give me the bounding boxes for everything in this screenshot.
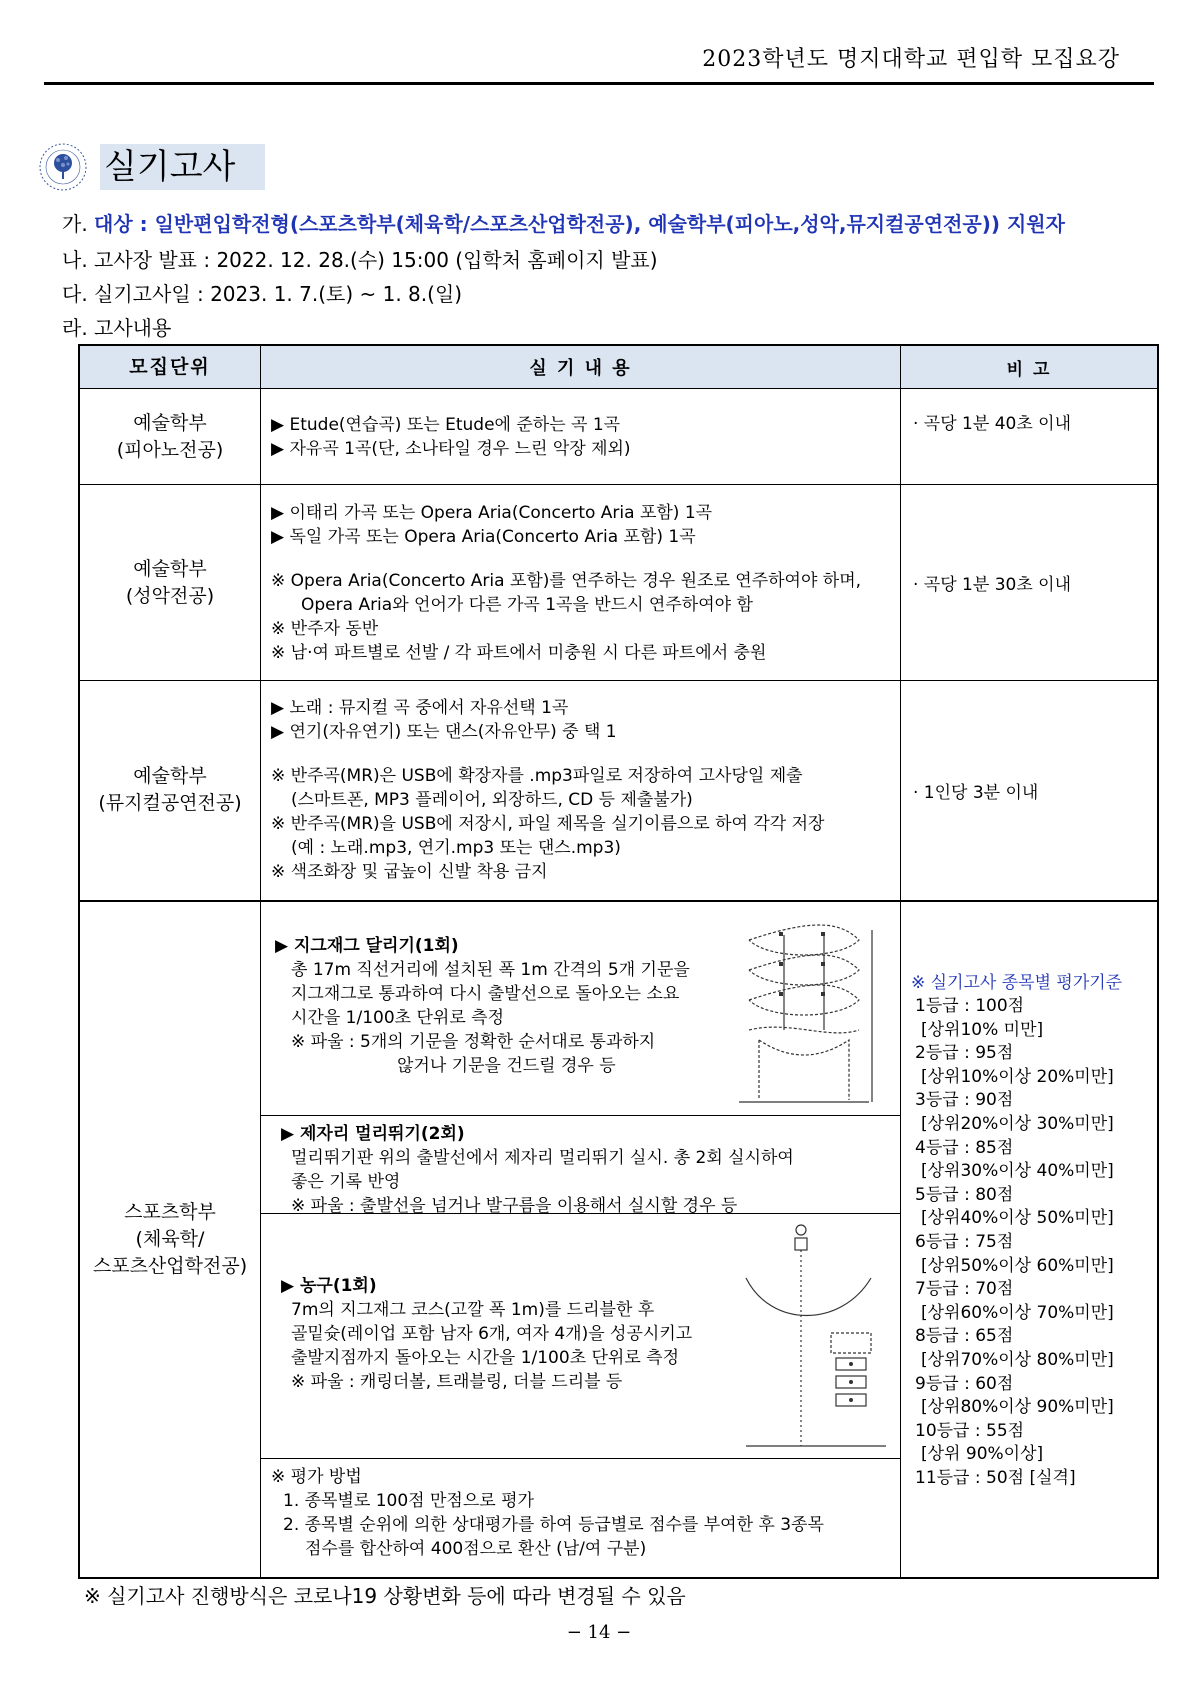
table-header-row: [79, 345, 1158, 389]
item-target-text: 대상 : 일반편입학전형(스포츠학부(체육학/스포츠산업학전공), 예술학부(피아노,성악,뮤지컬공연전공)) 지원자: [94, 212, 1065, 236]
zigzag-line: 않거나 기문을 건드릴 경우 등: [397, 1055, 616, 1076]
page-number: − 14 −: [566, 1622, 632, 1643]
unit-line: 예술학부: [133, 765, 207, 788]
content-line: ▶ 자유곡 1곡(단, 소나타일 경우 느린 악장 제외): [271, 438, 631, 459]
basketball-text: [281, 1274, 692, 1394]
footnote: ※ 실기고사 진행방식은 코로나19 상황변화 등에 따라 변경될 수 있음: [84, 1584, 686, 1608]
zigzag-text: [275, 934, 690, 1078]
item-target-prefix: 가.: [62, 212, 88, 236]
col-header-unit: 모집단위: [79, 345, 261, 389]
content-line: ▶ 연기(자유연기) 또는 댄스(자유안무) 중 택 1: [271, 722, 617, 743]
grade-score: 4등급 : 85점: [915, 1137, 1014, 1158]
zigzag-line: ※ 파울 : 5개의 기문을 정확한 순서대로 통과하지: [291, 1031, 656, 1052]
evaluation-title: ※ 평가 방법: [271, 1466, 362, 1487]
unit-line: (뮤지컬공연전공): [98, 792, 242, 815]
basketball-line: ※ 파울 : 캐링더볼, 트래블링, 더블 드리블 등: [291, 1371, 623, 1392]
content-note: ※ Opera Aria(Concerto Aria 포함)를 연주하는 경우 원조로 연주하여야 하며,: [271, 570, 862, 591]
grade-score: 2등급 : 95점: [915, 1043, 1014, 1064]
unit-line: (체육학/: [135, 1227, 205, 1250]
evaluation-line: 2. 종목별 순위에 의한 상대평가를 하여 등급별로 점수를 부여한 후 3종목: [283, 1514, 824, 1535]
content-note: (스마트폰, MP3 플레이어, 외장하드, CD 등 제출불가): [291, 790, 693, 811]
page-header: [44, 38, 1154, 85]
zigzag-course-diagram: [729, 910, 879, 1110]
grade-range: [상위20%이상 30%미만]: [921, 1114, 1114, 1135]
unit-line: 스포츠산업학전공): [92, 1254, 248, 1277]
grade-range: [상위70%이상 80%미만]: [921, 1350, 1114, 1370]
content-sports: [261, 901, 901, 1578]
grade-score: 7등급 : 70점: [915, 1279, 1014, 1300]
grade-score: 5등급 : 80점: [915, 1184, 1014, 1205]
section-title: 실기고사: [100, 144, 265, 190]
jump-line: 좋은 기록 반영: [291, 1171, 401, 1192]
unit-sports: [79, 901, 261, 1578]
basketball-line: 골밑슛(레이업 포함 남자 6개, 여자 4개)을 성공시키고: [291, 1323, 693, 1344]
table-row-piano: [79, 389, 1158, 485]
subsection-evaluation: [261, 1459, 900, 1572]
remark-sports: [901, 901, 1159, 1578]
zigzag-line: 총 17m 직선거리에 설치된 폭 1m 간격의 5개 기문을: [291, 959, 690, 980]
grade-range: [상위10% 미만]: [921, 1019, 1044, 1040]
content-line: ▶ Etude(연습곡) 또는 Etude에 준하는 곡 1곡: [271, 414, 621, 435]
content-line: ▶ 노래 : 뮤지컬 곡 중에서 자유선택 1곡: [271, 698, 569, 719]
grade-range: [상위10%이상 20%미만]: [921, 1066, 1114, 1087]
jump-title: ▶ 제자리 멀리뛰기(2회): [281, 1123, 465, 1144]
unit-vocal: [79, 485, 261, 681]
item-date: 다. 실기고사일 : 2023. 1. 7.(토) ~ 1. 8.(일): [62, 282, 463, 306]
col-header-remark: 비 고: [901, 345, 1159, 389]
content-note: Opera Aria와 언어가 다른 가곡 1곡을 반드시 연주하여야 함: [301, 594, 753, 615]
grade-score: 3등급 : 90점: [915, 1090, 1014, 1111]
exam-table: [78, 344, 1159, 1579]
basketball-line: 출발지점까지 돌아오는 시간을 1/100초 단위로 측정: [291, 1347, 680, 1368]
table-row-sports: [79, 901, 1158, 1578]
grade-score: 10등급 : 55점: [915, 1420, 1025, 1441]
unit-line: 예술학부: [133, 411, 207, 434]
zigzag-title: ▶ 지그재그 달리기(1회): [275, 935, 459, 956]
jump-line: 멀리뛰기판 위의 출발선에서 제자리 멀리뛰기 실시. 총 2회 실시하여: [291, 1147, 794, 1168]
grade-score: 1등급 : 100점: [915, 996, 1025, 1017]
item-venue: 나. 고사장 발표 : 2022. 12. 28.(수) 15:00 (입학처 홈페이지 발표): [62, 248, 658, 272]
grade-range: [상위60%이상 70%미만]: [921, 1302, 1114, 1323]
grade-score: 6등급 : 75점: [915, 1232, 1014, 1253]
jump-text: [281, 1122, 794, 1218]
evaluation-line: 1. 종목별로 100점 만점으로 평가: [283, 1490, 534, 1511]
grade-list: [901, 902, 1157, 1491]
grade-range: [상위30%이상 40%미만]: [921, 1161, 1114, 1182]
evaluation-line: 점수를 합산하여 400점으로 환산 (남/여 구분): [305, 1538, 647, 1559]
subsection-zigzag: [261, 902, 900, 1116]
zigzag-line: 지그재그로 통과하여 다시 출발선으로 돌아오는 소요: [291, 983, 680, 1004]
content-note: ※ 반주곡(MR)을 USB에 저장시, 파일 제목을 실기이름으로 하여 각각 저장: [271, 814, 825, 835]
remark-piano: · 곡당 1분 40초 이내: [901, 389, 1159, 485]
unit-line: 예술학부: [133, 557, 207, 580]
content-line: ▶ 독일 가곡 또는 Opera Aria(Concerto Aria 포함) 1곡: [271, 526, 696, 547]
unit-piano: [79, 389, 261, 485]
basketball-line: 7m의 지그재그 코스(고깔 폭 1m)를 드리블한 후: [291, 1299, 655, 1320]
zigzag-line: 시간을 1/100초 단위로 측정: [291, 1007, 505, 1028]
unit-line: 스포츠학부: [124, 1200, 216, 1223]
grade-range: [상위80%이상 90%미만]: [921, 1397, 1114, 1418]
basketball-title: ▶ 농구(1회): [281, 1275, 377, 1296]
grade-items: [909, 995, 1157, 1490]
item-target: [62, 208, 1065, 237]
content-note: (예 : 노래.mp3, 연기.mp3 또는 댄스.mp3): [291, 838, 621, 859]
table-row-vocal: [79, 485, 1158, 681]
subsection-jump: [261, 1116, 900, 1214]
jump-line: ※ 파울 : 출발선을 넘거나 발구름을 이용해서 실시할 경우 등: [291, 1195, 738, 1216]
grade-range: [상위50%이상 60%미만]: [921, 1255, 1114, 1276]
remark-musical: · 1인당 3분 이내: [901, 681, 1159, 901]
content-vocal: [261, 485, 901, 681]
unit-line: (성악전공): [125, 584, 215, 607]
table-row-musical: [79, 681, 1158, 901]
evaluation-text: [271, 1465, 824, 1561]
grade-title: ※ 실기고사 종목별 평가기준: [911, 972, 1123, 993]
grade-range: [상위40%이상 50%미만]: [921, 1208, 1114, 1229]
content-piano: [261, 389, 901, 485]
subsection-basketball: [261, 1214, 900, 1459]
content-musical: [261, 681, 901, 901]
grade-score: 11등급 : 50점 [실격]: [915, 1467, 1076, 1488]
content-note: ※ 색조화장 및 굽높이 신발 착용 금지: [271, 862, 548, 883]
grade-range: [상위 90%이상]: [921, 1444, 1044, 1465]
header-title: 2023학년도 명지대학교 편입학 모집요강: [702, 47, 1120, 72]
remark-vocal: · 곡당 1분 30초 이내: [901, 485, 1159, 681]
basketball-course-diagram: [741, 1218, 891, 1452]
unit-musical: [79, 681, 261, 901]
content-line: ▶ 이태리 가곡 또는 Opera Aria(Concerto Aria 포함) 1곡: [271, 502, 713, 523]
content-note: ※ 반주자 동반: [271, 618, 379, 639]
col-header-content: 실 기 내 용: [261, 345, 901, 389]
content-note: ※ 반주곡(MR)은 USB에 확장자를 .mp3파일로 저장하여 고사당일 제출: [271, 766, 803, 787]
grade-score: 9등급 : 60점: [915, 1373, 1014, 1394]
university-logo-icon: [38, 142, 88, 192]
unit-line: (피아노전공): [116, 438, 224, 461]
grade-score: 8등급 : 65점: [915, 1326, 1014, 1347]
content-note: ※ 남·여 파트별로 선발 / 각 파트에서 미충원 시 다른 파트에서 충원: [271, 642, 767, 663]
item-content: 라. 고사내용: [62, 316, 172, 340]
